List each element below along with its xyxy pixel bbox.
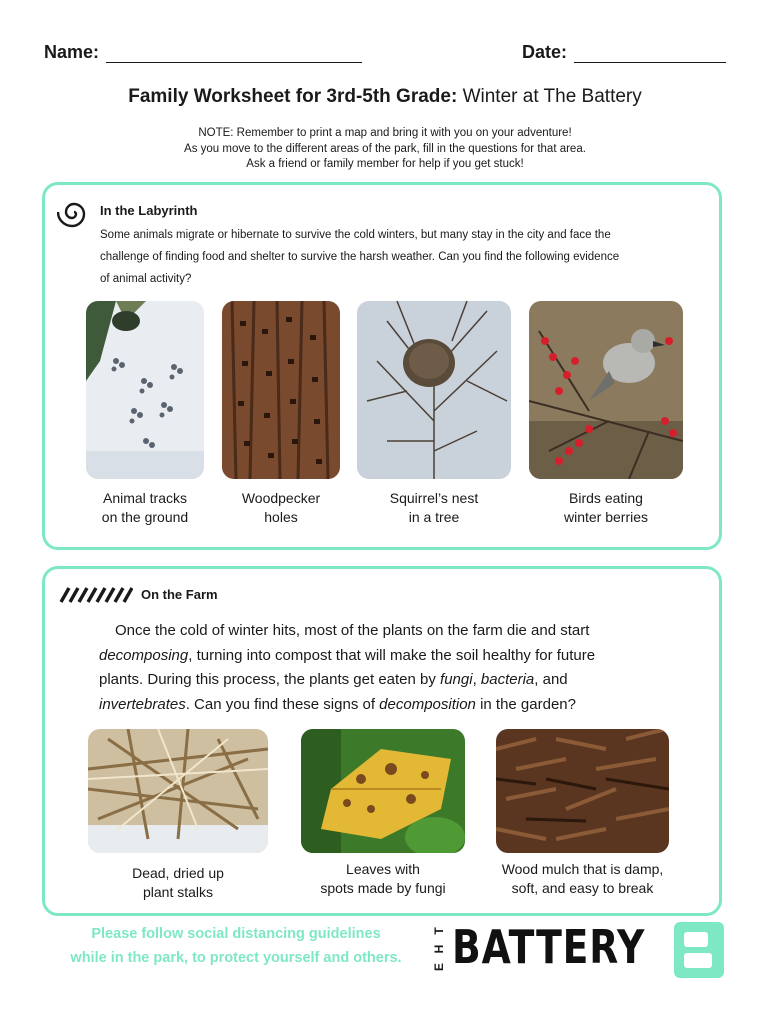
caption-animal-tracks bbox=[86, 489, 204, 527]
date-field-line bbox=[574, 62, 726, 63]
caption-line: Birds eating bbox=[569, 490, 643, 506]
caption-line: Squirrel’s nest bbox=[389, 490, 479, 506]
caption-line: Animal tracks bbox=[102, 490, 188, 506]
farm-text: in the garden? bbox=[475, 695, 576, 713]
note-line: As you move to the different areas of the park, fill in the questions for that area. bbox=[184, 142, 586, 155]
caption-wood-mulch bbox=[486, 860, 679, 898]
logo-b-mark-icon bbox=[674, 922, 724, 978]
labyrinth-heading: In the Labyrinth bbox=[100, 203, 198, 218]
logo-the-letter: T bbox=[432, 927, 446, 935]
caption-line: on the ground bbox=[101, 509, 189, 525]
name-field-line bbox=[106, 62, 362, 63]
photo-animal-tracks bbox=[86, 301, 204, 479]
footer-line: while in the park, to protect yourself and others. bbox=[70, 950, 402, 966]
title-bold: Family Worksheet for 3rd-5th Grade: bbox=[128, 86, 458, 107]
farm-line bbox=[99, 619, 699, 644]
title-regular: Winter at The Battery bbox=[462, 86, 642, 107]
farm-line bbox=[99, 693, 699, 718]
photo-bird-berries bbox=[529, 301, 683, 479]
caption-line: Woodpecker bbox=[241, 490, 321, 506]
farm-paragraph bbox=[99, 619, 699, 717]
farm-line bbox=[99, 668, 699, 693]
farm-em-text: bacteria bbox=[480, 671, 535, 688]
notes bbox=[0, 126, 770, 173]
farm-text: Once the cold of winter hits, most of the plants on the farm die and start bbox=[115, 622, 590, 639]
caption-spotted-leaf bbox=[301, 860, 465, 898]
labyrinth-text-line: challenge of finding food and shelter to survive the harsh weather. Can you find the following evidence bbox=[100, 251, 620, 263]
photo-woodpecker-holes bbox=[222, 301, 340, 479]
footer-note bbox=[44, 922, 428, 970]
caption-bird-berries bbox=[529, 489, 683, 527]
farm-text: , turning into compost that will make the soil healthy for future bbox=[188, 646, 596, 664]
photo-squirrel-nest bbox=[357, 301, 511, 479]
caption-line: in a tree bbox=[408, 509, 460, 525]
farm-section bbox=[42, 566, 722, 916]
farm-em-text: decomposition bbox=[379, 695, 476, 713]
farm-line bbox=[99, 644, 699, 669]
labyrinth-text-line: Some animals migrate or hibernate to survive the cold winters, but many stay in the city and face the bbox=[100, 229, 611, 241]
caption-dried-stalks bbox=[88, 864, 268, 902]
farm-text: , and bbox=[534, 671, 568, 688]
photo-wood-mulch bbox=[496, 729, 669, 853]
date-label: Date: bbox=[522, 42, 568, 62]
logo-the-letter: E bbox=[432, 963, 446, 972]
caption-line: soft, and easy to break bbox=[511, 880, 654, 896]
labyrinth-section bbox=[42, 182, 722, 550]
photo-dried-stalks bbox=[88, 729, 268, 853]
header-row bbox=[44, 42, 726, 68]
caption-woodpecker-holes bbox=[222, 489, 340, 527]
farm-text: plants. During this process, the plants get eaten by bbox=[99, 671, 441, 688]
caption-squirrel-nest bbox=[357, 489, 511, 527]
note-line: NOTE: Remember to print a map and bring it with you on your adventure! bbox=[198, 127, 572, 139]
caption-line: winter berries bbox=[563, 509, 649, 525]
labyrinth-text-line: of animal activity? bbox=[100, 273, 192, 285]
photo-spotted-leaf bbox=[301, 729, 465, 853]
battery-logo bbox=[432, 922, 732, 982]
logo-word: BATTERY bbox=[452, 920, 646, 974]
caption-line: Leaves with bbox=[346, 861, 420, 877]
caption-line: Wood mulch that is damp, bbox=[501, 861, 664, 877]
farm-em-text: invertebrates bbox=[99, 695, 186, 713]
labyrinth-text bbox=[100, 224, 700, 290]
farm-text: . Can you find these signs of bbox=[185, 695, 380, 713]
farm-heading: On the Farm bbox=[141, 587, 218, 602]
footer-line: Please follow social distancing guidelines bbox=[91, 926, 381, 942]
caption-line: Dead, dried up bbox=[132, 865, 224, 881]
farm-text: , bbox=[472, 671, 481, 688]
page-title bbox=[0, 86, 770, 108]
caption-line: holes bbox=[264, 509, 298, 525]
note-line: Ask a friend or family member for help if you get stuck! bbox=[246, 158, 524, 170]
name-label: Name: bbox=[44, 42, 100, 62]
caption-line: plant stalks bbox=[142, 884, 214, 900]
farm-em-text: fungi bbox=[440, 671, 473, 688]
spiral-icon bbox=[57, 195, 91, 229]
logo-the bbox=[432, 922, 448, 976]
caption-line: spots made by fungi bbox=[320, 880, 446, 896]
farm-em-text: decomposing bbox=[99, 646, 189, 664]
hatch-stripes-icon bbox=[59, 586, 133, 604]
logo-the-letter: H bbox=[432, 944, 446, 954]
